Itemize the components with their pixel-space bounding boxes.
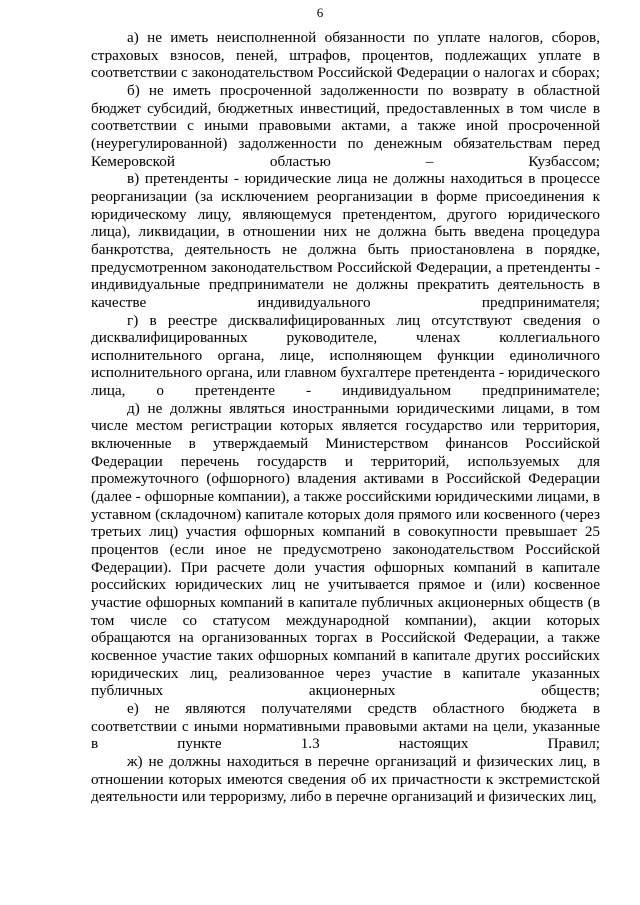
text-line: российских юридических лиц не учитывается прямое и (или) косвенное	[91, 576, 600, 594]
text-line: в пункте 1.3 настоящих Правил;	[91, 735, 600, 753]
text-line: в) претенденты - юридические лица не должны находиться в процессе	[127, 170, 600, 188]
text-line: г) в реестре дисквалифицированных лиц отсутствуют сведения о	[127, 311, 600, 329]
paragraph-d	[91, 400, 600, 700]
text-line: деятельности или терроризму, либо в перечне организаций и физических лиц,	[91, 788, 597, 806]
text-line: промежуточного (офшорного) владения активами в Российской Федерации	[91, 470, 600, 488]
text-line: банкротства, деятельность не должна быть приостановлена в порядке,	[91, 240, 600, 258]
paragraph-g	[91, 312, 600, 400]
text-line: исполнительного органа, или главном бухгалтере претендента - юридического	[91, 364, 600, 382]
text-line: бюджет субсидий, бюджетных инвестиций, предоставленных в том числе в	[91, 99, 600, 117]
text-line: предусмотренном законодательством Российской Федерации,	[91, 258, 492, 276]
text-line: соответствии с иными нормативными правовыми актами на цели, указанные	[91, 717, 600, 735]
text-line: б) не иметь просроченной задолженности по возврату в областной	[127, 81, 600, 99]
text-line: 25 процентов (если иное не предусмотрено законодательством Российской	[91, 523, 601, 559]
page-number: 6	[316, 5, 324, 20]
text-line: а) не иметь неисполненной обязанности по уплате налогов, сборов,	[127, 29, 600, 46]
text-line: (далее - офшорные компании), а также российскими юридическими лицами,	[91, 488, 589, 506]
text-line: публичных акционерных обществ;	[91, 682, 600, 700]
text-line: участие офшорных компаний в капитале публичных акционерных обществ	[91, 594, 584, 611]
text-line: (через третьих лиц) участия офшорных компаний в совокупности превышает	[91, 505, 600, 541]
text-line: е) не являются получателями средств областного бюджета в	[127, 699, 600, 717]
text-line: страховых взносов, пеней, штрафов, процентов, подлежащих уплате в	[91, 46, 600, 64]
text-line: соответствии с законодательством Российской Федерации о налогах и сборах;	[91, 64, 600, 82]
text-line: лица, о претенденте - индивидуальном предпринимателе;	[91, 382, 600, 400]
text-line: соответствии с иными правовыми актами, а также иной просроченной	[91, 117, 600, 135]
text-line: Кемеровской областью – Кузбассом;	[91, 152, 600, 170]
paragraph-b	[91, 82, 600, 170]
text-line: (неурегулированной) задолженности по денежным обязательствам перед	[91, 134, 600, 152]
text-line: а претенденты - индивидуальные предприниматели не должны прекратить	[91, 258, 600, 294]
text-line: в уставном (складочном) капитале которых доля прямого или косвенного	[91, 488, 601, 523]
text-line: лица), ликвидации, в отношении них не должна быть введена процедура	[91, 223, 600, 241]
text-line: косвенное участие таких офшорных компаний в капитале других российских	[91, 646, 600, 664]
text-line: Федерации перечень государств и территорий, используемых для	[91, 452, 600, 470]
paragraph-a	[91, 29, 600, 82]
text-line: юридических лиц, реализованное через участие в капитале указанных	[91, 664, 600, 682]
document-body	[91, 29, 600, 806]
text-line: дисквалифицированных руководителе, членах коллегиального	[91, 329, 600, 347]
text-line: включенные в утверждаемый Министерством финансов Российской	[91, 435, 600, 453]
text-line: ж) не должны находиться в перечне организаций и физических лиц,	[127, 752, 587, 770]
text-line: д) не должны являться иностранными юридическими лицами, в том	[127, 399, 600, 417]
paragraph-v	[91, 170, 600, 311]
text-line: (в том числе со статусом международной компании), акции которых	[91, 594, 600, 629]
text-line: в отношении которых имеются сведения об их причастности к экстремистской	[91, 752, 600, 788]
text-line: исполнительного органа, лице, исполняющем функции единоличного	[91, 346, 600, 364]
text-line: юридическому лицу, являющемуся претендентом, другого юридического	[91, 205, 600, 223]
text-line: Федерации). При расчете доли участия офшорных компаний в капитале	[91, 558, 600, 576]
paragraph-zh	[91, 753, 600, 806]
paragraph-e	[91, 700, 600, 753]
text-line: реорганизации (за исключением реорганизации в форме присоединения к	[91, 187, 600, 205]
text-line: обращаются на организованных торгах в Российской Федерации, а также	[91, 629, 600, 647]
text-line: деятельность в качестве индивидуального предпринимателя;	[91, 276, 600, 311]
text-line: числе местом регистрации которых является государство или территория,	[91, 417, 600, 435]
